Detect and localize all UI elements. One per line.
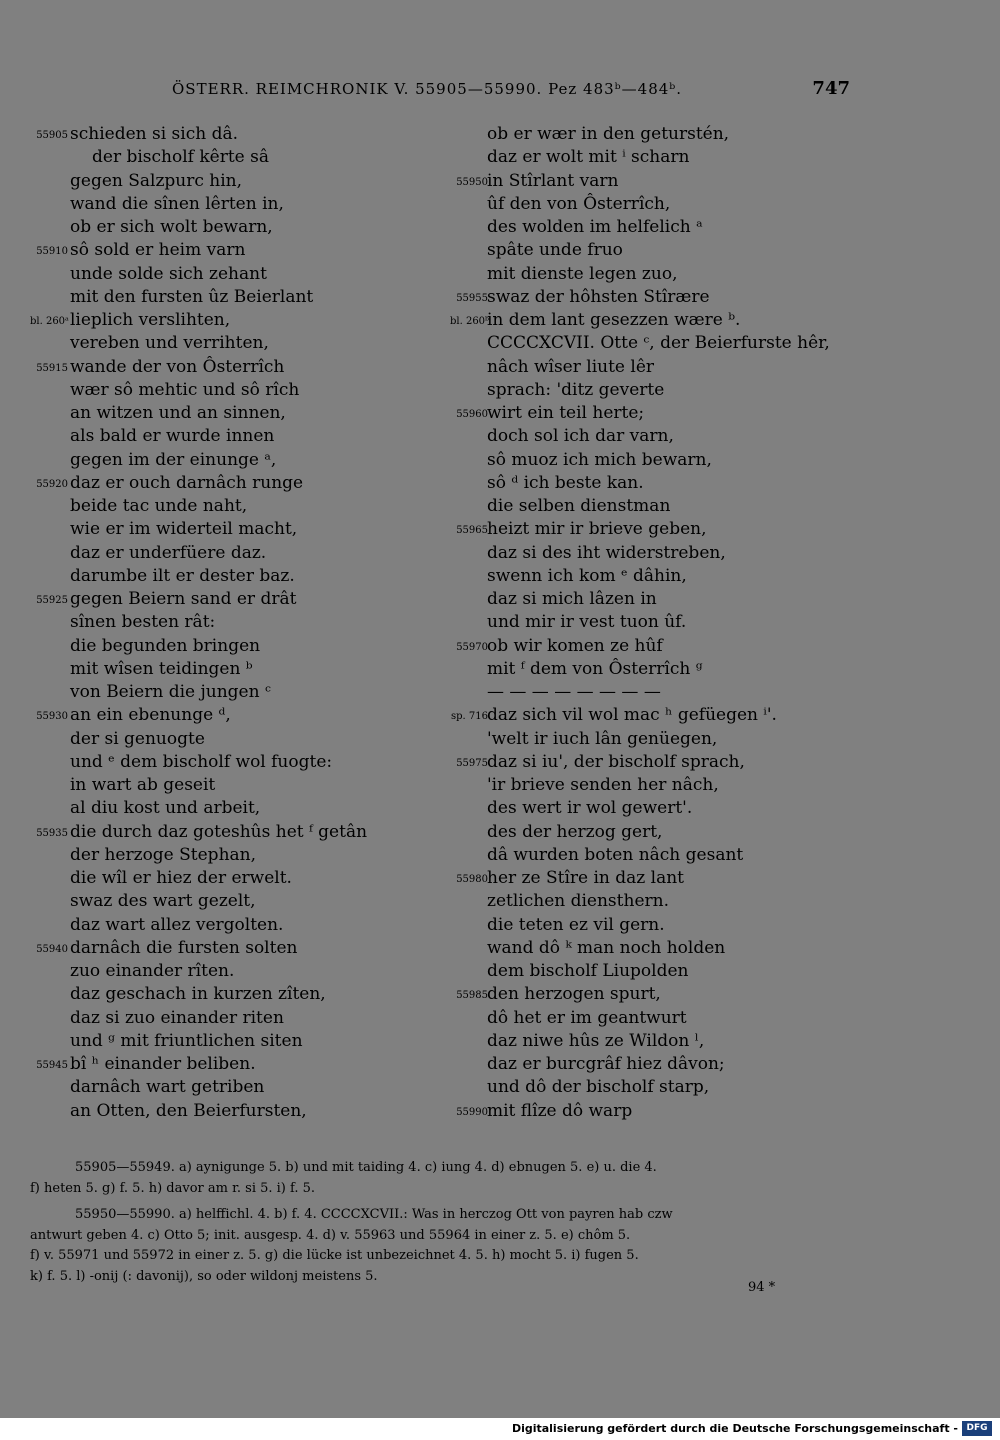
- line-number: sp. 716: [451, 711, 488, 723]
- line-number: 55945: [36, 1060, 68, 1071]
- verse-line: [30, 379, 450, 402]
- verse-text: dem bischolf Liupolden: [487, 961, 689, 981]
- verse-line: [450, 914, 870, 937]
- verse-line: [450, 216, 870, 239]
- verse-text: des wert ir wol gewert'.: [487, 798, 693, 819]
- verse-text: sô muoz ich mich bewarn,: [487, 449, 712, 470]
- verse-line: [30, 332, 450, 355]
- verse-text: 'welt ir iuch lân genüegen,: [487, 728, 718, 749]
- verse-line: [30, 774, 450, 797]
- verse-text: ûf den von Ôsterrîch,: [487, 193, 671, 214]
- verse-text: wand die sînen lêrten in,: [70, 193, 284, 214]
- line-number: 55935: [36, 827, 68, 839]
- verse-line: [450, 518, 870, 541]
- verse-line: [450, 1053, 870, 1076]
- verse-text: wie er im widerteil macht,: [70, 519, 298, 540]
- verse-text: der si genuogte: [70, 728, 205, 749]
- verse-line: [30, 425, 450, 448]
- line-number: 55930: [36, 711, 68, 723]
- verse-line: [30, 821, 450, 844]
- verse-line: [450, 658, 870, 681]
- verse-text: lieplich verslihten,: [70, 310, 231, 330]
- verse-line: [450, 1076, 870, 1099]
- verse-text: von Beiern die jungen ᶜ: [70, 682, 271, 702]
- verse-line: [30, 123, 450, 146]
- verse-text: der bischolf kêrte sâ: [92, 147, 269, 168]
- verse-line: [450, 821, 870, 844]
- page-header: [0, 80, 1000, 102]
- verse-text: spâte unde fruo: [487, 240, 623, 261]
- verse-text: die wîl er hiez der erwelt.: [70, 868, 292, 888]
- verse-line: [30, 914, 450, 937]
- line-number: 55915: [36, 362, 68, 374]
- verse-text: gegen Beiern sand er drât: [70, 589, 297, 609]
- verse-line: [450, 449, 870, 472]
- verse-line: [30, 356, 450, 379]
- verse-line: [30, 937, 450, 960]
- verse-text: daz si mich lâzen in: [487, 589, 657, 609]
- verse-text: sô sold er heim varn: [70, 240, 246, 261]
- verse-line: [450, 356, 870, 379]
- verse-text: in dem lant gesezzen wære ᵇ.: [487, 310, 741, 330]
- line-number: 55980: [456, 874, 488, 885]
- verse-line: [30, 960, 450, 983]
- verse-text: daz si iu', der bischolf sprach,: [487, 751, 745, 772]
- line-number: 55970: [456, 641, 488, 653]
- verse-text: den herzogen spurt,: [487, 984, 661, 1005]
- verse-text: daz er underfüere daz.: [70, 542, 267, 563]
- verse-text: sprach: 'ditz geverte: [487, 379, 665, 400]
- verse-line: [450, 1100, 870, 1123]
- verse-line: [30, 844, 450, 867]
- verse-line: [450, 495, 870, 518]
- verse-line: [30, 309, 450, 332]
- footnote-line: 55950—55990. a) helffichl. 4. b) f. 4. CCCCXCVII.: Was in herczog Ott von payren hab czw: [75, 1207, 673, 1222]
- verse-text: swaz des wart gezelt,: [70, 891, 256, 912]
- verse-line: [30, 728, 450, 751]
- verse-line: [450, 309, 870, 332]
- verse-text: ob er sich wolt bewarn,: [70, 217, 273, 237]
- dfg-logo-icon: DFG: [962, 1421, 992, 1436]
- line-number: 55965: [456, 525, 488, 537]
- verse-text: daz niwe hûs ze Wildon ˡ,: [487, 1030, 705, 1051]
- verse-line: [450, 960, 870, 983]
- verse-line: [450, 332, 870, 355]
- verse-text: schieden si sich dâ.: [70, 124, 239, 144]
- verse-line: [450, 542, 870, 565]
- verse-text: wande der von Ôsterrîch: [70, 356, 285, 377]
- verse-text: al diu kost und arbeit,: [70, 798, 261, 819]
- verse-text: heizt mir ir brieve geben,: [487, 519, 707, 540]
- verse-text: darumbe ilt er dester baz.: [70, 565, 295, 586]
- line-number: 55920: [36, 478, 68, 490]
- verse-text: und dô der bischolf starp,: [487, 1077, 710, 1098]
- verse-text: gegen Salzpurc hin,: [70, 170, 243, 191]
- verse-text: die begunden bringen: [70, 635, 261, 656]
- verse-line: [450, 797, 870, 820]
- verse-text: und ᵍ mit friuntlichen siten: [70, 1030, 303, 1051]
- verse-text: swenn ich kom ᵉ dâhin,: [487, 565, 687, 586]
- verse-line: [450, 867, 870, 890]
- verse-line: [450, 425, 870, 448]
- verse-line: [450, 635, 870, 658]
- verse-text: ob wir komen ze hûf: [487, 635, 663, 656]
- verse-text: daz er ouch darnâch runge: [70, 472, 304, 493]
- verse-line: [30, 146, 450, 169]
- verse-text: die selben dienstman: [487, 496, 671, 516]
- line-number: 55955: [456, 292, 488, 304]
- verse-text: darnâch wart getriben: [70, 1077, 265, 1098]
- verse-line: [450, 379, 870, 402]
- verse-text: — — — — — — — —: [487, 682, 661, 702]
- line-number: 55905: [36, 130, 68, 141]
- verse-text: die teten ez vil gern.: [487, 914, 665, 935]
- verse-text: wirt ein teil herte;: [487, 403, 645, 423]
- verse-line: [450, 1030, 870, 1053]
- footnote-line: f) v. 55971 und 55972 in einer z. 5. g) die lücke ist unbezeichnet 4. 5. h) mocht 5. i) fugen 5.: [30, 1248, 639, 1263]
- verse-line: [450, 774, 870, 797]
- verse-line: [450, 937, 870, 960]
- verse-line: [450, 751, 870, 774]
- verse-line: [30, 542, 450, 565]
- verse-text: vereben und verrihten,: [70, 333, 269, 354]
- verse-line: [30, 1053, 450, 1076]
- signature-mark: 94 *: [748, 1280, 776, 1295]
- verse-text: in wart ab geseit: [70, 775, 216, 795]
- verse-text: zetlichen diensthern.: [487, 891, 669, 912]
- verse-line: [30, 983, 450, 1006]
- verse-text: unde solde sich zehant: [70, 263, 267, 284]
- verse-text: der herzoge Stephan,: [70, 844, 257, 865]
- verse-line: [30, 402, 450, 425]
- verse-line: [450, 588, 870, 611]
- verse-line: [450, 1007, 870, 1030]
- verse-line: [30, 449, 450, 472]
- verse-line: [450, 286, 870, 309]
- verse-line: [450, 123, 870, 146]
- verse-text: an witzen und an sinnen,: [70, 403, 286, 423]
- verse-line: [30, 286, 450, 309]
- verse-text: daz si zuo einander riten: [70, 1007, 284, 1028]
- verse-line: [30, 495, 450, 518]
- verse-text: des der herzog gert,: [487, 821, 663, 842]
- verse-text: daz er wolt mit ⁱ scharn: [487, 147, 690, 168]
- running-title: ÖSTERR. REIMCHRONIK V. 55905—55990. Pez 483ᵇ—484ᵇ.: [172, 80, 683, 98]
- verse-line: [30, 611, 450, 634]
- line-number: 55950: [456, 176, 488, 188]
- verse-text: dô het er im geantwurt: [487, 1007, 687, 1028]
- footnotes: [30, 1158, 845, 1287]
- verse-line: [450, 565, 870, 588]
- verse-line: [450, 193, 870, 216]
- verse-text: doch sol ich dar varn,: [487, 426, 674, 447]
- verse-line: [450, 611, 870, 634]
- verse-line: [30, 472, 450, 495]
- verse-text: die durch daz goteshûs het ᶠ getân: [70, 821, 368, 842]
- verse-line: [30, 565, 450, 588]
- verse-line: [450, 844, 870, 867]
- verse-line: [450, 170, 870, 193]
- footnote-line: k) f. 5. l) -onij (: davonij), so oder wildonj meistens 5.: [30, 1268, 378, 1284]
- verse-text: bî ʰ einander beliben.: [70, 1054, 256, 1074]
- verse-text: sô ᵈ ich beste kan.: [487, 472, 644, 493]
- verse-text: her ze Stîre in daz lant: [487, 868, 684, 888]
- verse-text: daz si des iht widerstreben,: [487, 542, 726, 563]
- verse-line: [30, 1100, 450, 1123]
- verse-line: [30, 216, 450, 239]
- verse-text: in Stîrlant varn: [487, 170, 619, 191]
- footnote-line: f) heten 5. g) f. 5. h) davor am r. si 5. i) f. 5.: [30, 1180, 316, 1196]
- verse-line: [30, 263, 450, 286]
- verse-text: swaz der hôhsten Stîrære: [487, 286, 710, 307]
- verse-line: [30, 681, 450, 704]
- verse-text: gegen im der einunge ᵃ,: [70, 449, 277, 470]
- verse-line: [30, 193, 450, 216]
- verse-text: mit wîsen teidingen ᵇ: [70, 658, 253, 679]
- left-column: [30, 123, 450, 1123]
- verse-text: dâ wurden boten nâch gesant: [487, 844, 744, 865]
- line-number: 55985: [456, 990, 488, 1002]
- line-number: 55925: [36, 595, 68, 606]
- verse-text: sînen besten rât:: [70, 612, 216, 633]
- verse-line: [450, 704, 870, 727]
- verse-line: [30, 751, 450, 774]
- verse-line: [30, 588, 450, 611]
- right-column: [450, 123, 870, 1123]
- verse-line: [30, 518, 450, 541]
- verse-text: mit flîze dô warp: [487, 1100, 633, 1121]
- verse-text: mit den fursten ûz Beierlant: [70, 286, 314, 307]
- verse-line: [450, 402, 870, 425]
- verse-line: [30, 890, 450, 913]
- verse-line: [450, 146, 870, 169]
- verse-text: mit dienste legen zuo,: [487, 263, 678, 284]
- verse-text: und ᵉ dem bischolf wol fuogte:: [70, 751, 333, 772]
- verse-line: [30, 239, 450, 262]
- line-number: 55960: [456, 409, 488, 420]
- line-number: 55990: [456, 1106, 488, 1118]
- verse-text: wær sô mehtic und sô rîch: [70, 379, 300, 400]
- verse-text: des wolden im helfelich ᵃ: [487, 217, 703, 237]
- footnote-line: 55905—55949. a) aynigunge 5. b) und mit taiding 4. c) iung 4. d) ebnugen 5. e) u. die 4.: [75, 1160, 657, 1175]
- verse-text: als bald er wurde innen: [70, 426, 275, 447]
- verse-text: an Otten, den Beierfursten,: [70, 1100, 307, 1121]
- verse-text: nâch wîser liute lêr: [487, 356, 655, 377]
- verse-text: wand dô ᵏ man noch holden: [487, 937, 726, 958]
- verse-text: darnâch die fursten solten: [70, 937, 298, 958]
- verse-line: [450, 728, 870, 751]
- verse-line: [450, 890, 870, 913]
- verse-text: daz er burcgrâf hiez dâvon;: [487, 1054, 725, 1074]
- funding-footer: [0, 1418, 1000, 1440]
- verse-line: [30, 867, 450, 890]
- verse-text: daz wart allez vergolten.: [70, 914, 284, 935]
- line-number: bl. 260ᵇ: [450, 316, 490, 327]
- line-number: 55940: [36, 943, 68, 955]
- verse-line: [30, 704, 450, 727]
- verse-line: [450, 983, 870, 1006]
- verse-line: [30, 1030, 450, 1053]
- verse-line: [30, 635, 450, 658]
- line-number: bl. 260ᵃ: [30, 316, 69, 327]
- page-number: 747: [812, 78, 850, 99]
- verse-text: daz geschach in kurzen zîten,: [70, 984, 326, 1005]
- verse-line: [30, 658, 450, 681]
- verse-text: an ein ebenunge ᵈ,: [70, 705, 231, 726]
- verse-text: mit ᶠ dem von Ôsterrîch ᵍ: [487, 658, 703, 679]
- verse-line: [30, 797, 450, 820]
- verse-text: 'ir brieve senden her nâch,: [487, 775, 719, 795]
- verse-line: [450, 239, 870, 262]
- verse-text: zuo einander rîten.: [70, 961, 235, 981]
- verse-text: beide tac unde naht,: [70, 496, 248, 516]
- verse-text: ob er wær in den geturstén,: [487, 124, 730, 144]
- verse-text: CCCCXCVII. Otte ᶜ, der Beierfurste hêr,: [487, 333, 830, 354]
- verse-line: [450, 681, 870, 704]
- footnote-line: antwurt geben 4. c) Otto 5; init. ausgesp. 4. d) v. 55963 und 55964 in einer z. 5. e) chôm 5.: [30, 1227, 631, 1243]
- verse-line: [450, 263, 870, 286]
- verse-line: [30, 170, 450, 193]
- verse-text: daz sich vil wol mac ʰ gefüegen ⁱ'.: [487, 705, 777, 726]
- verse-line: [30, 1076, 450, 1099]
- line-number: 55910: [36, 246, 68, 258]
- verse-line: [30, 1007, 450, 1030]
- line-number: 55975: [456, 757, 488, 769]
- verse-line: [450, 472, 870, 495]
- verse-text: und mir ir vest tuon ûf.: [487, 612, 687, 633]
- footer-text: Digitalisierung gefördert durch die Deutsche Forschungsgemeinschaft -: [511, 1422, 958, 1435]
